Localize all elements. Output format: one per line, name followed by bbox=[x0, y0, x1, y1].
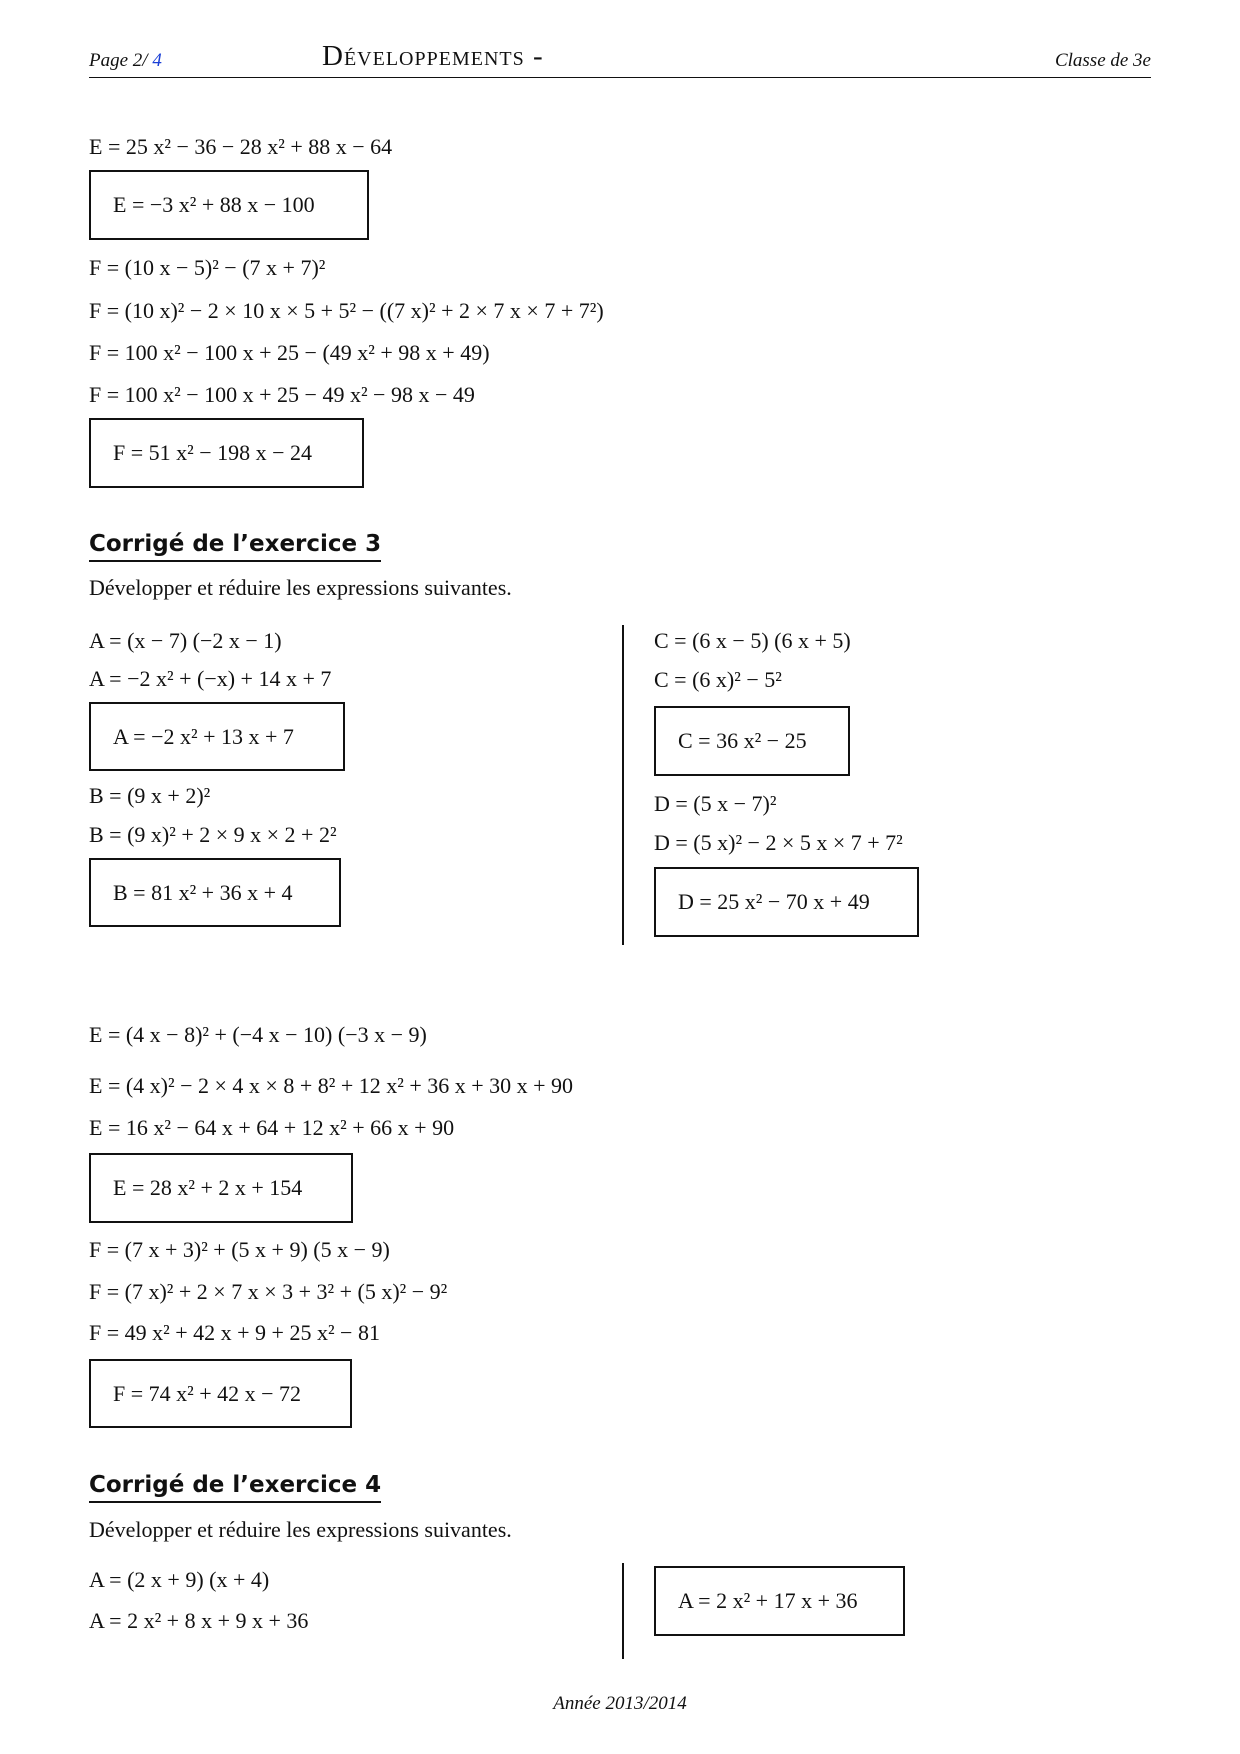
section-heading-ex4: Corrigé de l’exercice 4 bbox=[89, 1472, 381, 1503]
exercise-intro: Développer et réduire les expressions suivantes. bbox=[89, 1517, 512, 1542]
equation-line: E = 16 x² − 64 x + 64 + 12 x² + 66 x + 90 bbox=[89, 1115, 455, 1140]
equation-line: B = (9 x)² + 2 × 9 x × 2 + 2² bbox=[89, 822, 337, 847]
result-box-e bbox=[89, 1153, 353, 1223]
result-box-a bbox=[654, 1566, 905, 1636]
section-heading-ex3: Corrigé de l’exercice 3 bbox=[89, 531, 381, 562]
result-box-c bbox=[654, 706, 850, 776]
equation-line: A = (x − 7) (−2 x − 1) bbox=[89, 628, 282, 653]
result-text: E = 28 x² + 2 x + 154 bbox=[113, 1175, 303, 1200]
result-box-f bbox=[89, 418, 364, 488]
result-text: E = −3 x² + 88 x − 100 bbox=[113, 192, 315, 217]
page-prefix: Page 2/ bbox=[89, 50, 148, 71]
equation-line: D = (5 x − 7)² bbox=[654, 791, 777, 816]
header-divider bbox=[89, 77, 1151, 78]
equation-line: D = (5 x)² − 2 × 5 x × 7 + 7² bbox=[654, 830, 903, 855]
equation-line: F = 100 x² − 100 x + 25 − (49 x² + 98 x + 49) bbox=[89, 340, 490, 365]
equation-line: F = 49 x² + 42 x + 9 + 25 x² − 81 bbox=[89, 1320, 380, 1345]
equation-line: C = (6 x)² − 5² bbox=[654, 667, 782, 692]
result-text: D = 25 x² − 70 x + 49 bbox=[678, 889, 870, 914]
equation-line: A = 2 x² + 8 x + 9 x + 36 bbox=[89, 1608, 309, 1633]
result-box-e bbox=[89, 170, 369, 240]
exercise-intro: Développer et réduire les expressions suivantes. bbox=[89, 575, 512, 600]
equation-line: F = (10 x)² − 2 × 10 x × 5 + 5² − ((7 x)² + 2 × 7 x × 7 + 7²) bbox=[89, 298, 604, 323]
equation-line: F = (7 x + 3)² + (5 x + 9) (5 x − 9) bbox=[89, 1237, 390, 1262]
result-text: F = 74 x² + 42 x − 72 bbox=[113, 1380, 302, 1406]
result-text: C = 36 x² − 25 bbox=[678, 728, 807, 753]
equation-line: F = (10 x − 5)² − (7 x + 7)² bbox=[89, 255, 326, 280]
equation-line: E = (4 x − 8)² + (−4 x − 10) (−3 x − 9) bbox=[89, 1022, 427, 1047]
equation-line: E = (4 x)² − 2 × 4 x × 8 + 8² + 12 x² + 36 x + 30 x + 90 bbox=[89, 1073, 574, 1098]
result-box-b bbox=[89, 858, 341, 927]
result-text: B = 81 x² + 36 x + 4 bbox=[113, 879, 293, 905]
equation-line: A = (2 x + 9) (x + 4) bbox=[89, 1567, 270, 1592]
page-total-link[interactable]: 4 bbox=[152, 50, 162, 71]
result-text: F = 51 x² − 198 x − 24 bbox=[113, 440, 313, 465]
result-text: A = 2 x² + 17 x + 36 bbox=[678, 1588, 858, 1613]
page-number bbox=[89, 50, 162, 72]
column-divider bbox=[622, 625, 624, 945]
result-box-d bbox=[654, 867, 919, 937]
document-title: Développements - bbox=[322, 40, 544, 72]
equation-line: F = 100 x² − 100 x + 25 − 49 x² − 98 x − 49 bbox=[89, 382, 475, 407]
result-box-f bbox=[89, 1359, 352, 1428]
footer-year: Année 2013/2014 bbox=[553, 1693, 687, 1714]
equation-line: C = (6 x − 5) (6 x + 5) bbox=[654, 628, 851, 653]
equation-line: E = 25 x² − 36 − 28 x² + 88 x − 64 bbox=[89, 134, 393, 159]
equation-line: B = (9 x + 2)² bbox=[89, 783, 211, 808]
result-box-a bbox=[89, 702, 345, 771]
result-text: A = −2 x² + 13 x + 7 bbox=[113, 723, 294, 749]
column-divider bbox=[622, 1563, 624, 1659]
equation-line: F = (7 x)² + 2 × 7 x × 3 + 3² + (5 x)² − 9² bbox=[89, 1279, 448, 1304]
class-label: Classe de 3e bbox=[1054, 50, 1151, 71]
equation-line: A = −2 x² + (−x) + 14 x + 7 bbox=[89, 666, 332, 691]
